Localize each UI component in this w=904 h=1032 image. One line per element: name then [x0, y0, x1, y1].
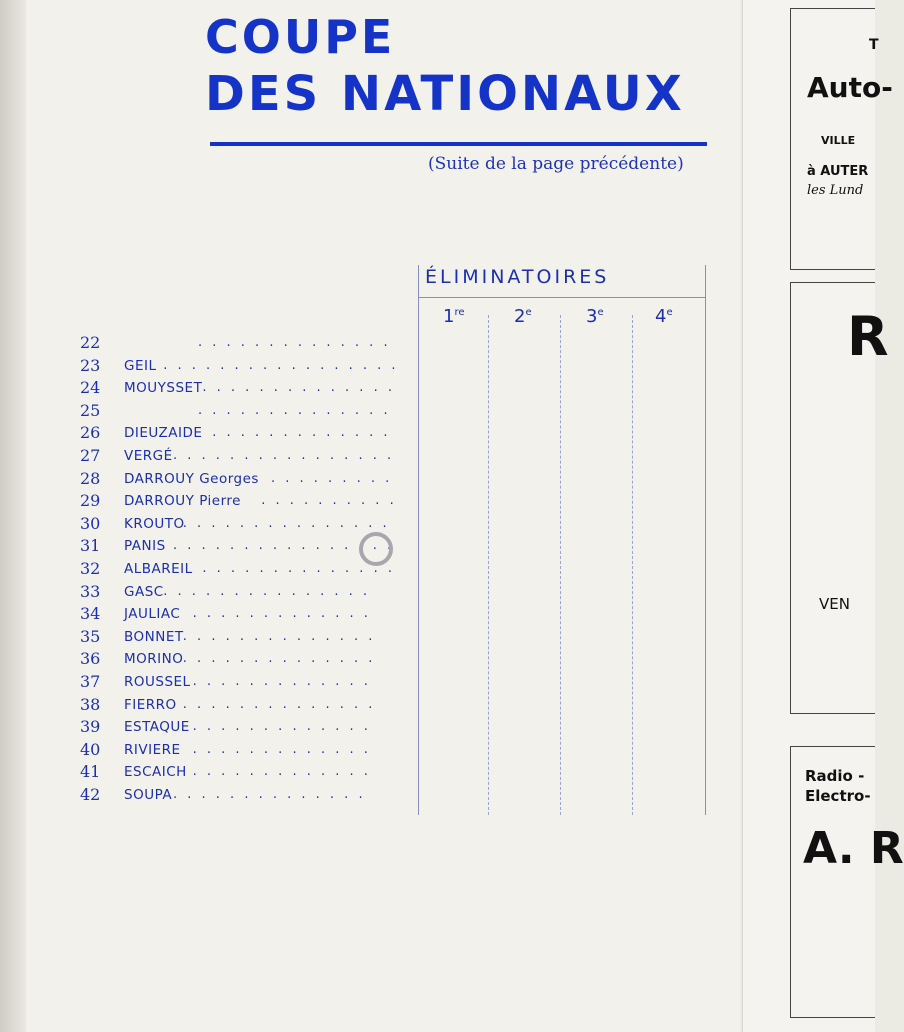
ad-text: les Lund	[807, 183, 864, 198]
row-number: 39	[80, 717, 101, 737]
player-row	[80, 423, 420, 445]
leader-dots: . . . . . . . . . . . . . .	[198, 335, 391, 350]
leader-dots: . . . . . . . . . . . . . .	[202, 561, 395, 576]
player-name: DARROUY Georges	[124, 470, 259, 487]
title-line-1: COUPE	[205, 10, 396, 64]
ad-text: Radio -	[805, 767, 865, 785]
advertisement-auto	[790, 8, 893, 270]
row-number: 24	[80, 378, 101, 398]
player-name: VERGÉ	[124, 448, 173, 464]
row-number: 22	[80, 333, 101, 352]
ad-heading: Auto-	[807, 71, 893, 104]
row-number: 37	[80, 672, 101, 691]
player-row	[80, 695, 420, 717]
player-row	[80, 740, 420, 762]
player-row	[80, 672, 420, 694]
leader-dots: . . . . . . . . . . . . . . . .	[173, 538, 395, 554]
column-header-4: 4e	[655, 306, 673, 327]
row-number: 33	[80, 581, 101, 601]
player-name: GASC	[124, 583, 164, 600]
player-name: KROUTO	[124, 515, 185, 532]
player-name: PANIS	[124, 538, 166, 555]
leader-dots: . . . . . . . . .	[271, 470, 393, 486]
row-number: 32	[80, 559, 101, 578]
grid-header-rule	[418, 297, 706, 298]
player-name: MORINO	[124, 651, 184, 668]
column-divider	[632, 315, 634, 815]
row-number: 42	[80, 785, 101, 804]
column-divider	[488, 315, 490, 815]
player-name: RIVIERE	[124, 741, 181, 758]
player-name: FIERRO	[124, 696, 177, 713]
ad-text: Electro-	[805, 787, 871, 805]
ad-text: T	[869, 37, 879, 53]
player-row	[80, 762, 420, 784]
ad-text: VILLE	[821, 134, 856, 147]
player-name: ALBAREIL	[124, 561, 193, 577]
player-row	[80, 649, 420, 671]
player-row	[80, 627, 420, 649]
row-number: 35	[80, 626, 101, 646]
advertisement-radio	[790, 746, 904, 1018]
title-line-2: DES NATIONAUX	[205, 66, 685, 122]
row-number: 41	[80, 762, 101, 782]
row-number: 30	[80, 513, 101, 533]
player-name: SOUPA	[124, 787, 173, 803]
player-row	[80, 356, 420, 378]
row-number: 26	[80, 423, 101, 443]
leader-dots: . . . . . . . . . . . . . .	[182, 651, 376, 667]
row-number: 23	[80, 355, 101, 375]
subtitle: (Suite de la page précédente)	[428, 154, 684, 174]
player-row	[80, 491, 420, 513]
leader-dots: . . . . . . . . . . . . . .	[198, 402, 391, 418]
leader-dots: . . . . . . . . . . . . . . . .	[173, 448, 395, 463]
grid-right-border	[705, 265, 706, 815]
leader-dots: . . . . . . . . . . . . .	[192, 741, 371, 757]
leader-dots: . . . . . . . . . . . . .	[192, 719, 371, 735]
row-number: 38	[80, 694, 101, 714]
player-row	[80, 469, 420, 491]
player-name: ESTAQUE	[124, 719, 190, 736]
ad-text: VEN	[819, 595, 850, 613]
leader-dots: . . . . . . . . . . . . .	[192, 674, 371, 689]
row-number: 40	[80, 739, 101, 759]
row-number: 25	[80, 400, 101, 420]
advertisement-r	[790, 282, 889, 714]
player-row	[80, 717, 420, 739]
player-row	[80, 333, 420, 355]
player-name: DARROUY Pierre	[124, 493, 241, 510]
leader-dots: . . . . . . . . . . . . .	[192, 764, 371, 780]
eliminatoires-header: ÉLIMINATOIRES	[425, 266, 610, 288]
player-row	[80, 378, 420, 400]
player-row	[80, 401, 420, 423]
column-header-3: 3e	[586, 306, 604, 327]
ad-heading: A. R	[803, 823, 904, 874]
watermark-logo	[352, 527, 400, 587]
player-row	[80, 446, 420, 468]
leader-dots: . . . . . . . . . . . . .	[192, 606, 371, 622]
leader-dots: . . . . . . . . . . . . . . .	[163, 583, 371, 599]
leader-dots: . . . . . . . . . . . . . .	[202, 380, 395, 396]
player-name: GEIL	[124, 357, 157, 374]
player-name: MOUYSSET	[124, 380, 203, 397]
player-name: DIEUZAIDE	[124, 425, 203, 442]
column-divider	[560, 315, 562, 815]
column-header-1: 1re	[443, 306, 465, 327]
player-row	[80, 604, 420, 626]
page-spine-shadow	[0, 0, 26, 1032]
player-row	[80, 785, 420, 807]
row-number: 28	[80, 468, 101, 488]
player-name: ROUSSEL	[124, 674, 191, 690]
row-number: 31	[80, 536, 101, 556]
leader-dots: . . . . . . . . . . . . . .	[173, 787, 366, 802]
player-name: BONNET	[124, 628, 184, 645]
player-name: ESCAICH	[124, 764, 187, 781]
leader-dots: . . . . . . . . . . . . . . .	[182, 515, 390, 531]
row-number: 29	[80, 491, 101, 511]
row-number: 27	[80, 446, 101, 465]
ad-heading: R	[847, 305, 889, 368]
title-underline	[210, 142, 707, 146]
row-number: 36	[80, 649, 101, 669]
row-number: 34	[80, 604, 101, 624]
ad-text: à AUTER	[807, 164, 869, 179]
leader-dots: . . . . . . . . . .	[261, 493, 397, 509]
player-name: JAULIAC	[124, 606, 181, 623]
results-grid	[418, 265, 705, 815]
leader-dots: . . . . . . . . . . . . . . . . .	[163, 357, 399, 373]
column-header-2: 2e	[514, 306, 532, 327]
leader-dots: . . . . . . . . . . . . . .	[182, 628, 376, 644]
leader-dots: . . . . . . . . . . . . .	[212, 425, 391, 441]
leader-dots: . . . . . . . . . . . . . .	[182, 696, 376, 712]
